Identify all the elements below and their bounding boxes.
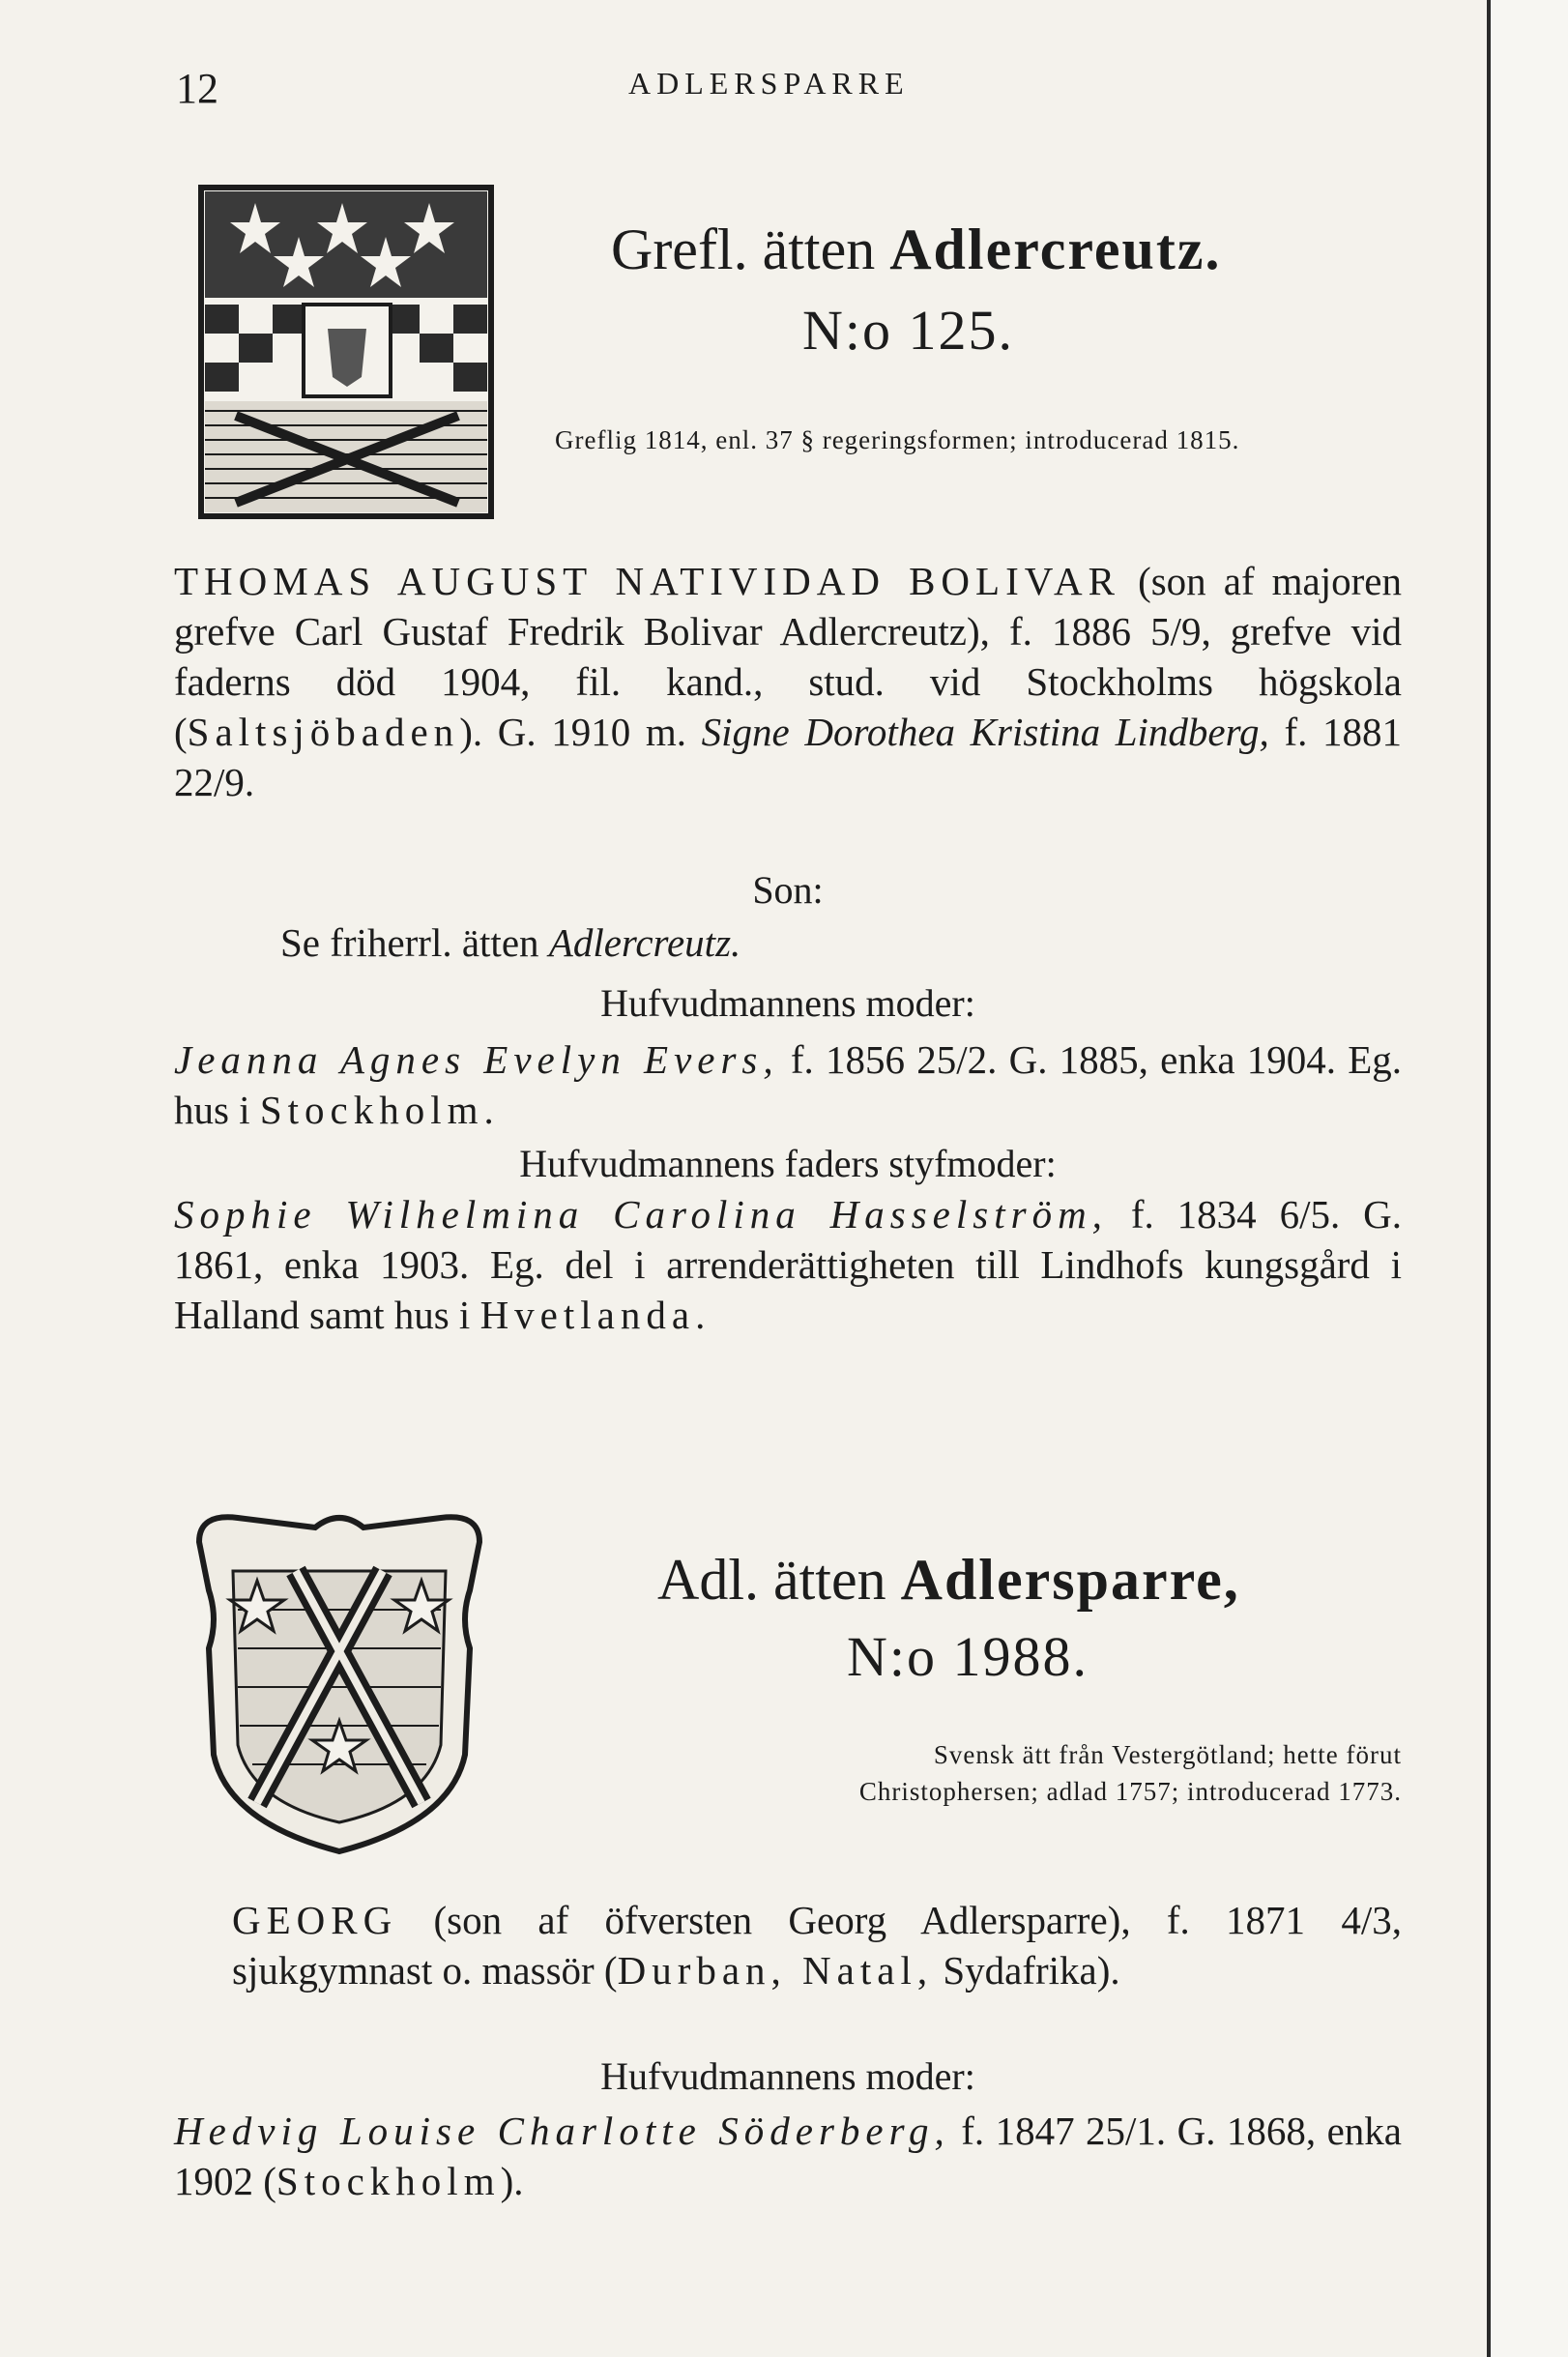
family-note-line: Svensk ätt från Vestergötland; hette förut [933,1740,1402,1769]
entry-paragraph [232,1895,1402,1995]
mother-paragraph [174,1034,1402,1135]
spouse-name: Signe Dorothea Kristina Lindberg, [701,710,1269,754]
family-title-adlercreutz [611,217,1222,283]
entry-place: Durban, Natal, [617,1948,934,1993]
family-number: N:o 125. [802,299,1014,362]
family-note [541,1736,1402,1810]
family-note: Greflig 1814, enl. 37 § regeringsformen; introducerad 1815. [555,425,1240,454]
stepmother-name: Sophie Wilhelmina Carolina Hasselström, [174,1192,1108,1237]
entry-paragraph [174,556,1402,807]
entry-text: (son af majoren grefve Carl Gustaf Fredrik Bolivar Adlercreutz), f. 1886 5/9, grefve vid faderns död 1904, fil. kand., stud. vid Stockholms högskola ( [174,559,1402,754]
entry-text: (son af öfversten Georg Adlersparre), f. 1871 4/3, sjukgymnast o. massör ( [232,1898,1402,1993]
stepmother-heading: Hufvudmannens faders styfmoder: [519,1142,1057,1185]
son-text: Se friherrl. ätten [280,920,539,965]
family-name: Adlersparre, [900,1548,1240,1612]
mother-paragraph [174,2106,1402,2206]
spouse-born: f. 1881 22/9. [174,710,1402,804]
stepmother-place: Hvetlanda. [479,1293,711,1337]
family-name: Adlercreutz. [889,218,1222,281]
entry-place: Saltsjöbaden [187,710,460,754]
family-note-line: Christophersen; adlad 1757; introducerad 1773. [858,1777,1402,1806]
mother-place: Stockholm. [259,1088,500,1132]
page-margin-strip [1491,0,1568,2357]
page-number: 12 [176,65,218,112]
entry-marriage: ). G. 1910 m. [459,710,687,754]
mother-name: Jeanna Agnes Evelyn Evers, [174,1037,779,1082]
stepmother-paragraph [174,1189,1402,1340]
coat-of-arms-adlercreutz-icon [197,184,497,532]
mother-text: f. 1847 25/1. G. 1868, enka 1902 ( [174,2109,1402,2203]
son-ref: Adlercreutz. [548,920,741,965]
son-paragraph [280,917,1402,968]
mother-end: ). [500,2159,524,2203]
mother-heading: Hufvudmannens moder: [600,2054,975,2098]
entry-name: GEORG [232,1898,398,1942]
mother-name: Hedvig Louise Charlotte Söderberg, [174,2109,950,2153]
mother-place: Stockholm [276,2159,501,2203]
mother-text: f. 1856 25/2. G. 1885, enka 1904. Eg. hus i [174,1037,1403,1132]
family-number: N:o 1988. [847,1625,1089,1688]
entry-end: Sydafrika). [943,1948,1120,1993]
title-prefix: Adl. ätten [657,1548,886,1612]
coat-of-arms-adlersparre-icon [180,1503,499,1861]
mother-heading: Hufvudmannens moder: [600,981,975,1025]
entry-name: THOMAS AUGUST NATIVIDAD BOLIVAR [174,559,1120,603]
title-prefix: Grefl. ätten [611,218,876,281]
stepmother-text: f. 1834 6/5. G. 1861, enka 1903. Eg. del i arrenderättigheten till Lindhofs kungsgård i Halland samt hus i [174,1192,1403,1337]
family-title-adlersparre [657,1547,1240,1614]
son-heading: Son: [752,868,824,912]
running-head: ADLERSPARRE [628,66,910,101]
